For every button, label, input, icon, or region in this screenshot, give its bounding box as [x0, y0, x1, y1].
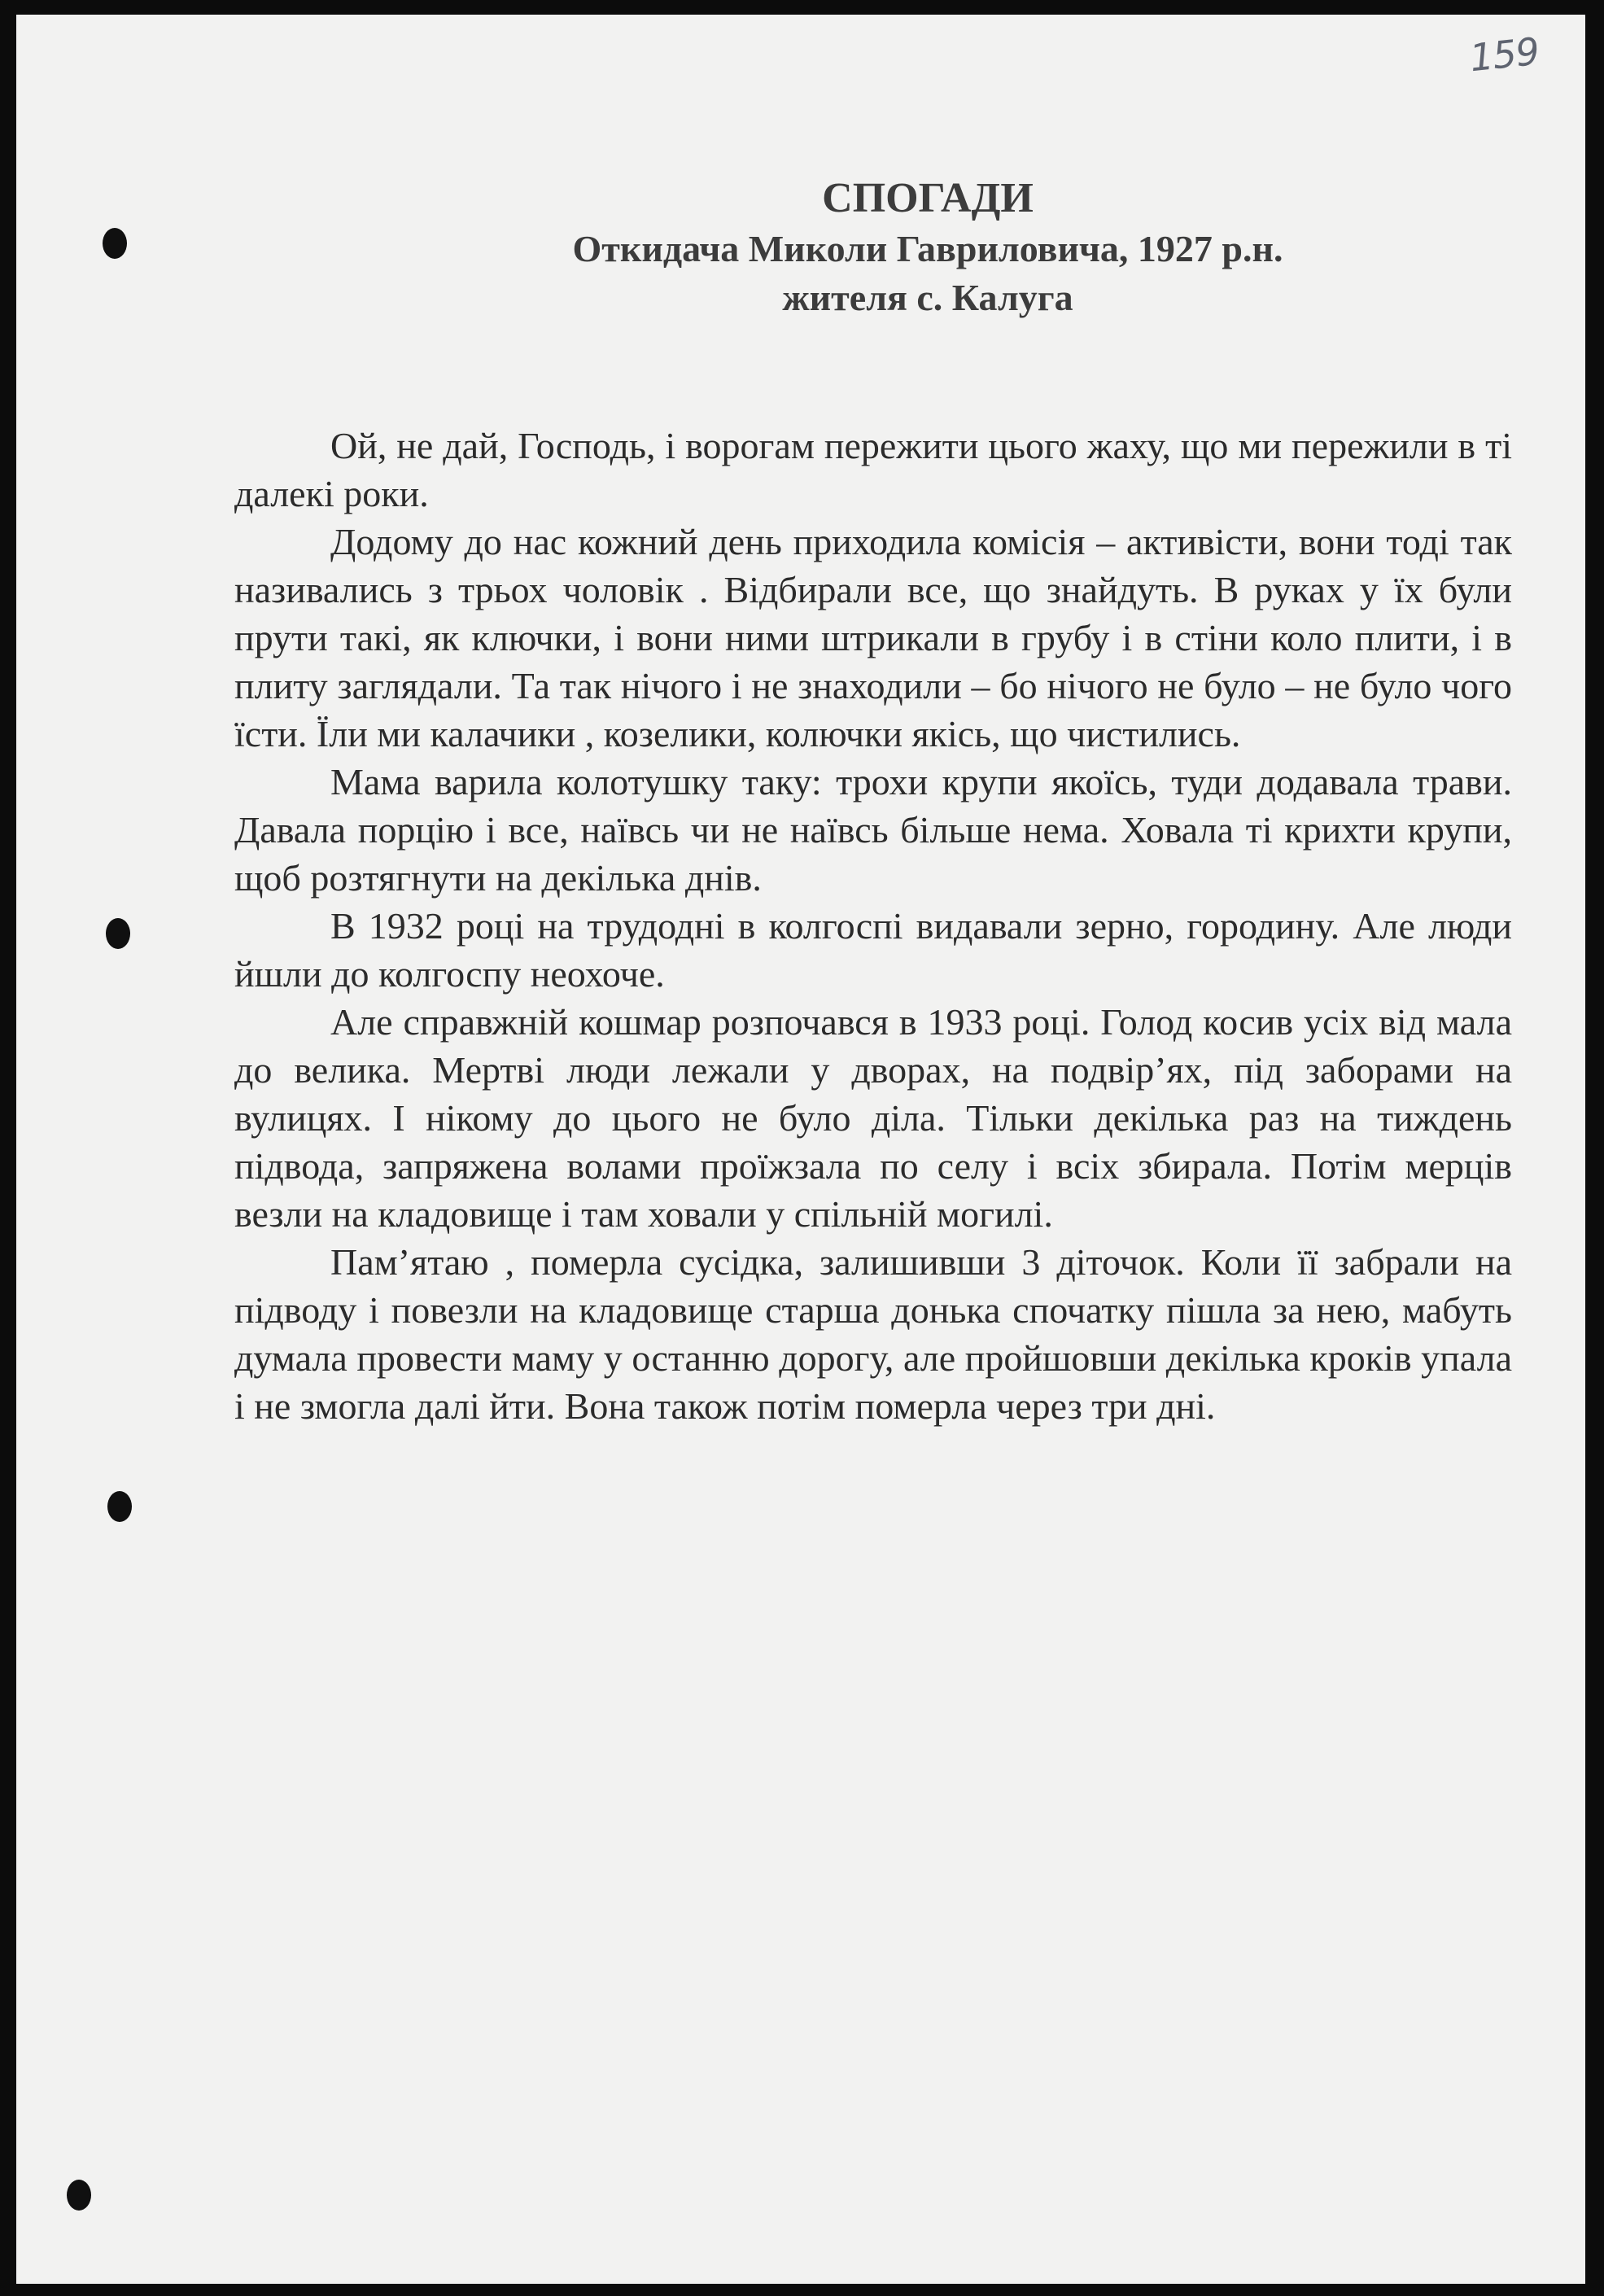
document-place: жителя с. Калуга — [782, 277, 1073, 318]
paragraph: Але справжній кошмар розпочався в 1933 році. Голод косив усіх від мала до велика. Мертві люди лежали у дворах, на подвір’ях, під заборами на вулицях. І нікому до цього не було діла. Тільки декілька раз на тиждень підвода, запряжена волами проїжзала по селу і всіх збирала. Потім мерців везли на кладовище і там ховали у спільній могилі. — [234, 1001, 1512, 1235]
paragraph: Ой, не дай, Господь, і ворогам пережити цього жаху, що ми пережили в ті далекі роки. — [234, 425, 1512, 514]
paragraph: Мама варила колотушку таку: трохи крупи якоїсь, туди додавала трави. Давала порцію і все, наївсь чи не наївсь більше нема. Ховала ті крихти крупи, щоб розтягнути на декілька днів. — [234, 761, 1512, 899]
punch-hole — [106, 918, 130, 949]
document-subtitle: Откидача Миколи Гавриловича, 1927 р.н. — [572, 228, 1283, 269]
memoir-text — [234, 422, 1512, 1430]
paragraph: Пам’ятаю , померла сусідка, залишивши 3 діточок. Коли її забрали на підводу і повезли на кладовище старша донька спочатку пішла за нею, мабуть думала провести маму у останню дорогу, але пройшовши декілька кроків упала і не змогла далі йти. Вона також потім померла через три дні. — [234, 1241, 1512, 1427]
page-number: 159 — [1467, 28, 1541, 81]
punch-hole — [107, 1491, 132, 1522]
punch-hole — [103, 228, 127, 259]
punch-hole — [67, 2180, 91, 2211]
document-page — [16, 15, 1585, 2284]
document-title: СПОГАДИ — [822, 175, 1034, 221]
paragraph: В 1932 році на трудодні в колгоспі видавали зерно, городину. Але люди йшли до колгоспу неохоче. — [234, 905, 1512, 995]
paragraph: Додому до нас кожний день приходила комісія – активісти, вони тоді так називались з трьох чоловік . Відбирали все, що знайдуть. В руках у їх були прути такі, як ключки, і вони ними штрикали в грубу і в стіни коло плити, і в плиту заглядали. Та так нічого і не знаходили – бо нічого не було – не було чого їсти. Їли ми калачики , козелики, колючки якісь, що чистились. — [234, 521, 1512, 754]
